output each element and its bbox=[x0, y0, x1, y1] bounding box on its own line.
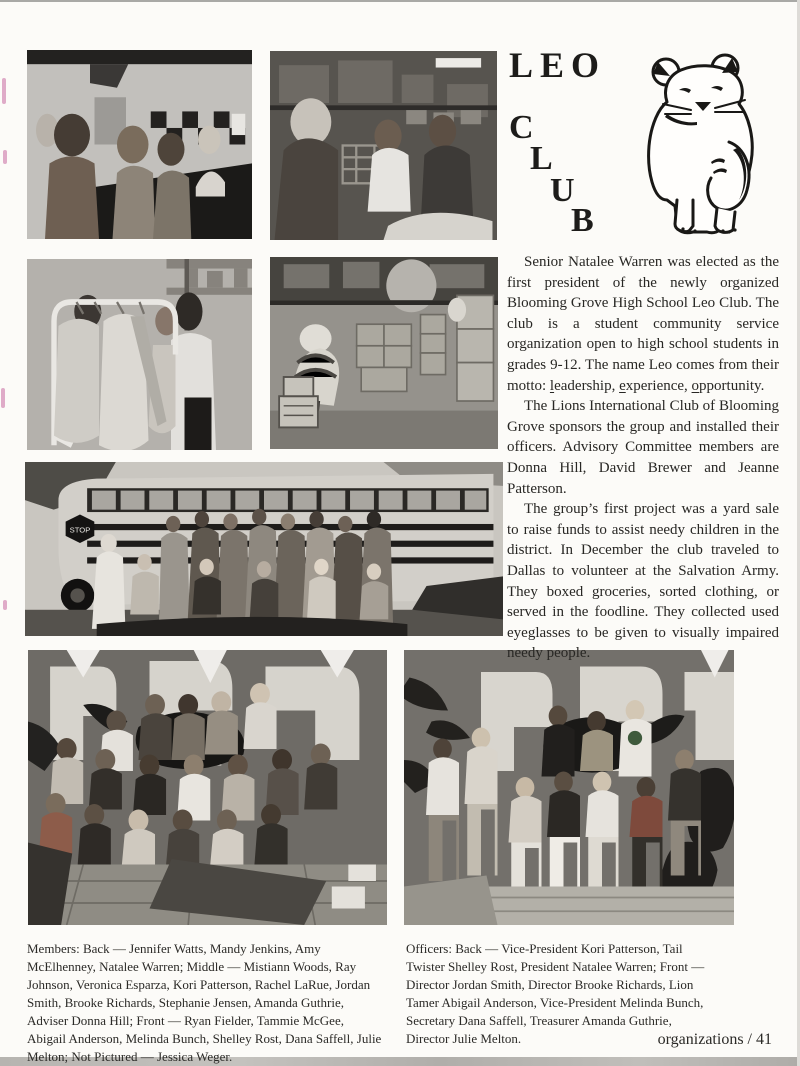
photo-school-bus-group bbox=[25, 462, 503, 636]
lion-cub-icon bbox=[633, 50, 773, 242]
article-paragraph-3: The group’s first project was a yard sale to raise funds to assist needy children in the district. In December the club traveled to Dallas to volunteer at the Salvation Army. They boxed groceries, sorted clothing, or served in the foodline. They collected used eyeglasses to be given to visually impaired needy people. bbox=[507, 501, 779, 662]
photo-members-group bbox=[28, 650, 387, 925]
scan-pink-mark bbox=[3, 600, 7, 610]
scan-pink-mark bbox=[3, 150, 7, 164]
photo-clothing-rack bbox=[27, 259, 252, 450]
article-paragraph-2: The Lions International Club of Blooming Grove sponsors the group and installed their officers. Advisory Committee members are Donna Hill, David Brewer and Jeanne Patterson. bbox=[507, 398, 779, 497]
photo-warehouse-boxes-art bbox=[270, 257, 498, 449]
scan-pink-mark bbox=[1, 388, 5, 408]
photo-officers-group bbox=[404, 650, 734, 925]
article-body bbox=[507, 252, 779, 664]
photo-kitchen-serving-line bbox=[27, 50, 252, 239]
caption-officers: Officers: Back — Vice-President Kori Patterson, Tail Twister Shelley Rost, President Natalee Warren; Front — Director Jordan Smith, Director Brooke Richards, Lion Tamer Abigail Anderson, Vice-President Melinda Bunch, Secretary Dana Saffell, Treasurer Amanda Guthrie, Director Julie Melton. bbox=[406, 941, 705, 1046]
photo-kitchen-art bbox=[27, 50, 252, 239]
page-footer: organizations / 41 bbox=[657, 1031, 772, 1048]
club-letter-u: U bbox=[550, 172, 575, 209]
club-letter-b: B bbox=[571, 202, 594, 239]
photo-officers-group-art bbox=[404, 650, 734, 925]
page-title-leo: LEO bbox=[509, 45, 607, 85]
photo-bus-art bbox=[25, 462, 503, 636]
photo-clothing-rack-art bbox=[27, 259, 252, 450]
caption-members: Members: Back — Jennifer Watts, Mandy Jenkins, Amy McElhenney, Natalee Warren; Middle — Mistiann Woods, Ray Johnson, Veronica Esparza, Kori Patterson, Rachel LaRue, Jordan Smith, Brooke Richards, Stephanie Jensen, Amanda Guthrie, Adviser Donna Hill; Front — Ryan Fielder, Tammie McGee, Abigail Anderson, Melinda Bunch, Shelley Rost, Dana Saffell, Julie Melton; Not Pictured — Jessica Weger. bbox=[27, 941, 382, 1064]
svg-text:STOP: STOP bbox=[69, 525, 91, 535]
club-letter-l: L bbox=[530, 140, 553, 177]
club-letter-c: C bbox=[509, 109, 534, 146]
photo-warehouse-boxes bbox=[270, 257, 498, 449]
scan-pink-mark bbox=[2, 78, 6, 104]
photo-members-group-art bbox=[28, 650, 387, 925]
scan-edge-top bbox=[0, 0, 800, 2]
lion-cub-illustration bbox=[633, 50, 773, 242]
photo-warehouse-cart bbox=[270, 51, 497, 240]
article-paragraph-1: Senior Natalee Warren was elected as the first president of the newly organized Blooming Grove High School Leo Club. The club is a student community service organization open to high school students in grades 9-12. The name Leo comes from their motto: leadership, experience, opportunity. bbox=[507, 254, 779, 394]
photo-warehouse-cart-art bbox=[270, 51, 497, 240]
